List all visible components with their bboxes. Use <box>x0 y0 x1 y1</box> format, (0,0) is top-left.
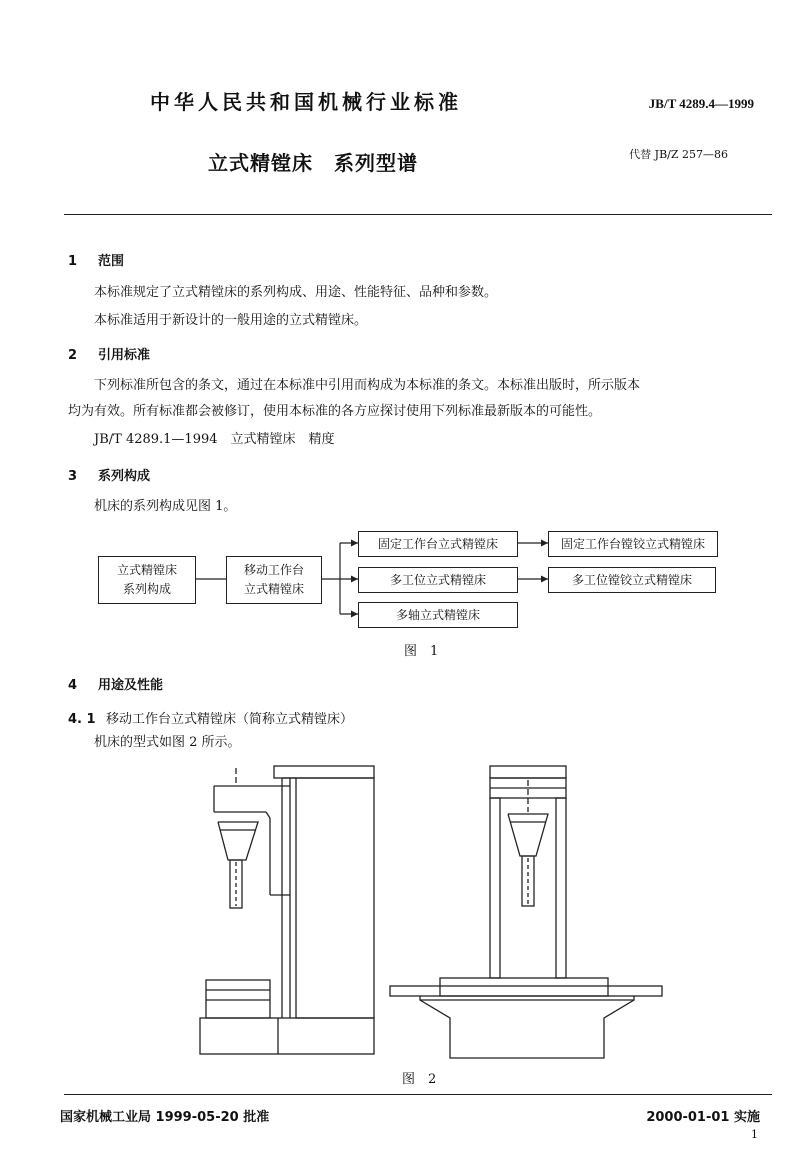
section-title: 用途及性能 <box>98 678 164 693</box>
diagram-box-multi-spindle: 多轴立式精镗床 <box>358 602 518 628</box>
standard-number: JB/T 4289.4—1999 <box>648 96 754 111</box>
document-title: 立式精镗床 系列型谱 <box>208 151 418 175</box>
diagram-root-line-2: 系列构成 <box>122 582 171 596</box>
section-number: 4 <box>68 678 78 693</box>
footer-divider <box>64 1094 772 1095</box>
section-number: 1 <box>68 254 78 269</box>
replaces-standard: 代替 JB/Z 257—86 <box>629 148 728 161</box>
section-number: 3 <box>68 469 78 484</box>
diagram-mid-line-1: 移动工作台 <box>243 563 304 577</box>
figure-2-caption: 图 2 <box>402 1072 437 1087</box>
issuing-body-title: 中华人民共和国机械行业标准 <box>150 90 462 114</box>
section-title: 引用标准 <box>98 348 151 363</box>
section-title: 移动工作台立式精镗床（简称立式精镗床） <box>106 712 354 727</box>
page-number: 1 <box>751 1128 758 1141</box>
diagram-box-fixed-table-reaming: 固定工作台镗铰立式精镗床 <box>548 531 718 557</box>
section-3-para: 机床的系列构成见图 1。 <box>94 499 237 514</box>
implementation-date: 2000-01-01 实施 <box>646 1110 760 1125</box>
diagram-mid-line-2: 立式精镗床 <box>243 582 304 596</box>
section-4-1-para: 机床的型式如图 2 所示。 <box>94 735 241 750</box>
diagram-root-line-1: 立式精镗床 <box>116 563 177 577</box>
section-title: 系列构成 <box>98 469 151 484</box>
approval-statement: 国家机械工业局 1999-05-20 批准 <box>60 1110 270 1125</box>
referenced-standard: JB/T 4289.1—1994 立式精镗床 精度 <box>94 432 335 447</box>
section-number: 2 <box>68 348 78 363</box>
section-2-para-line-2: 均为有效。所有标准都会被修订，使用本标准的各方应探讨使用下列标准最新版本的可能性。 <box>68 404 602 419</box>
diagram-box-fixed-table: 固定工作台立式精镗床 <box>358 531 518 557</box>
section-1-para-2: 本标准适用于新设计的一般用途的立式精镗床。 <box>94 313 368 328</box>
section-number: 4. 1 <box>68 712 96 727</box>
diagram-box-multi-station: 多工位立式精镗床 <box>358 567 518 593</box>
section-title: 范围 <box>98 254 125 269</box>
section-2-para-line-1: 下列标准所包含的条文，通过在本标准中引用而构成为本标准的条文。本标准出版时，所示版本 <box>94 378 641 393</box>
section-1-para-1: 本标准规定了立式精镗床的系列构成、用途、性能特征、品种和参数。 <box>94 285 498 300</box>
diagram-box-multi-station-reaming: 多工位镗铰立式精镗床 <box>548 567 716 593</box>
figure-1-caption: 图 1 <box>404 644 439 659</box>
